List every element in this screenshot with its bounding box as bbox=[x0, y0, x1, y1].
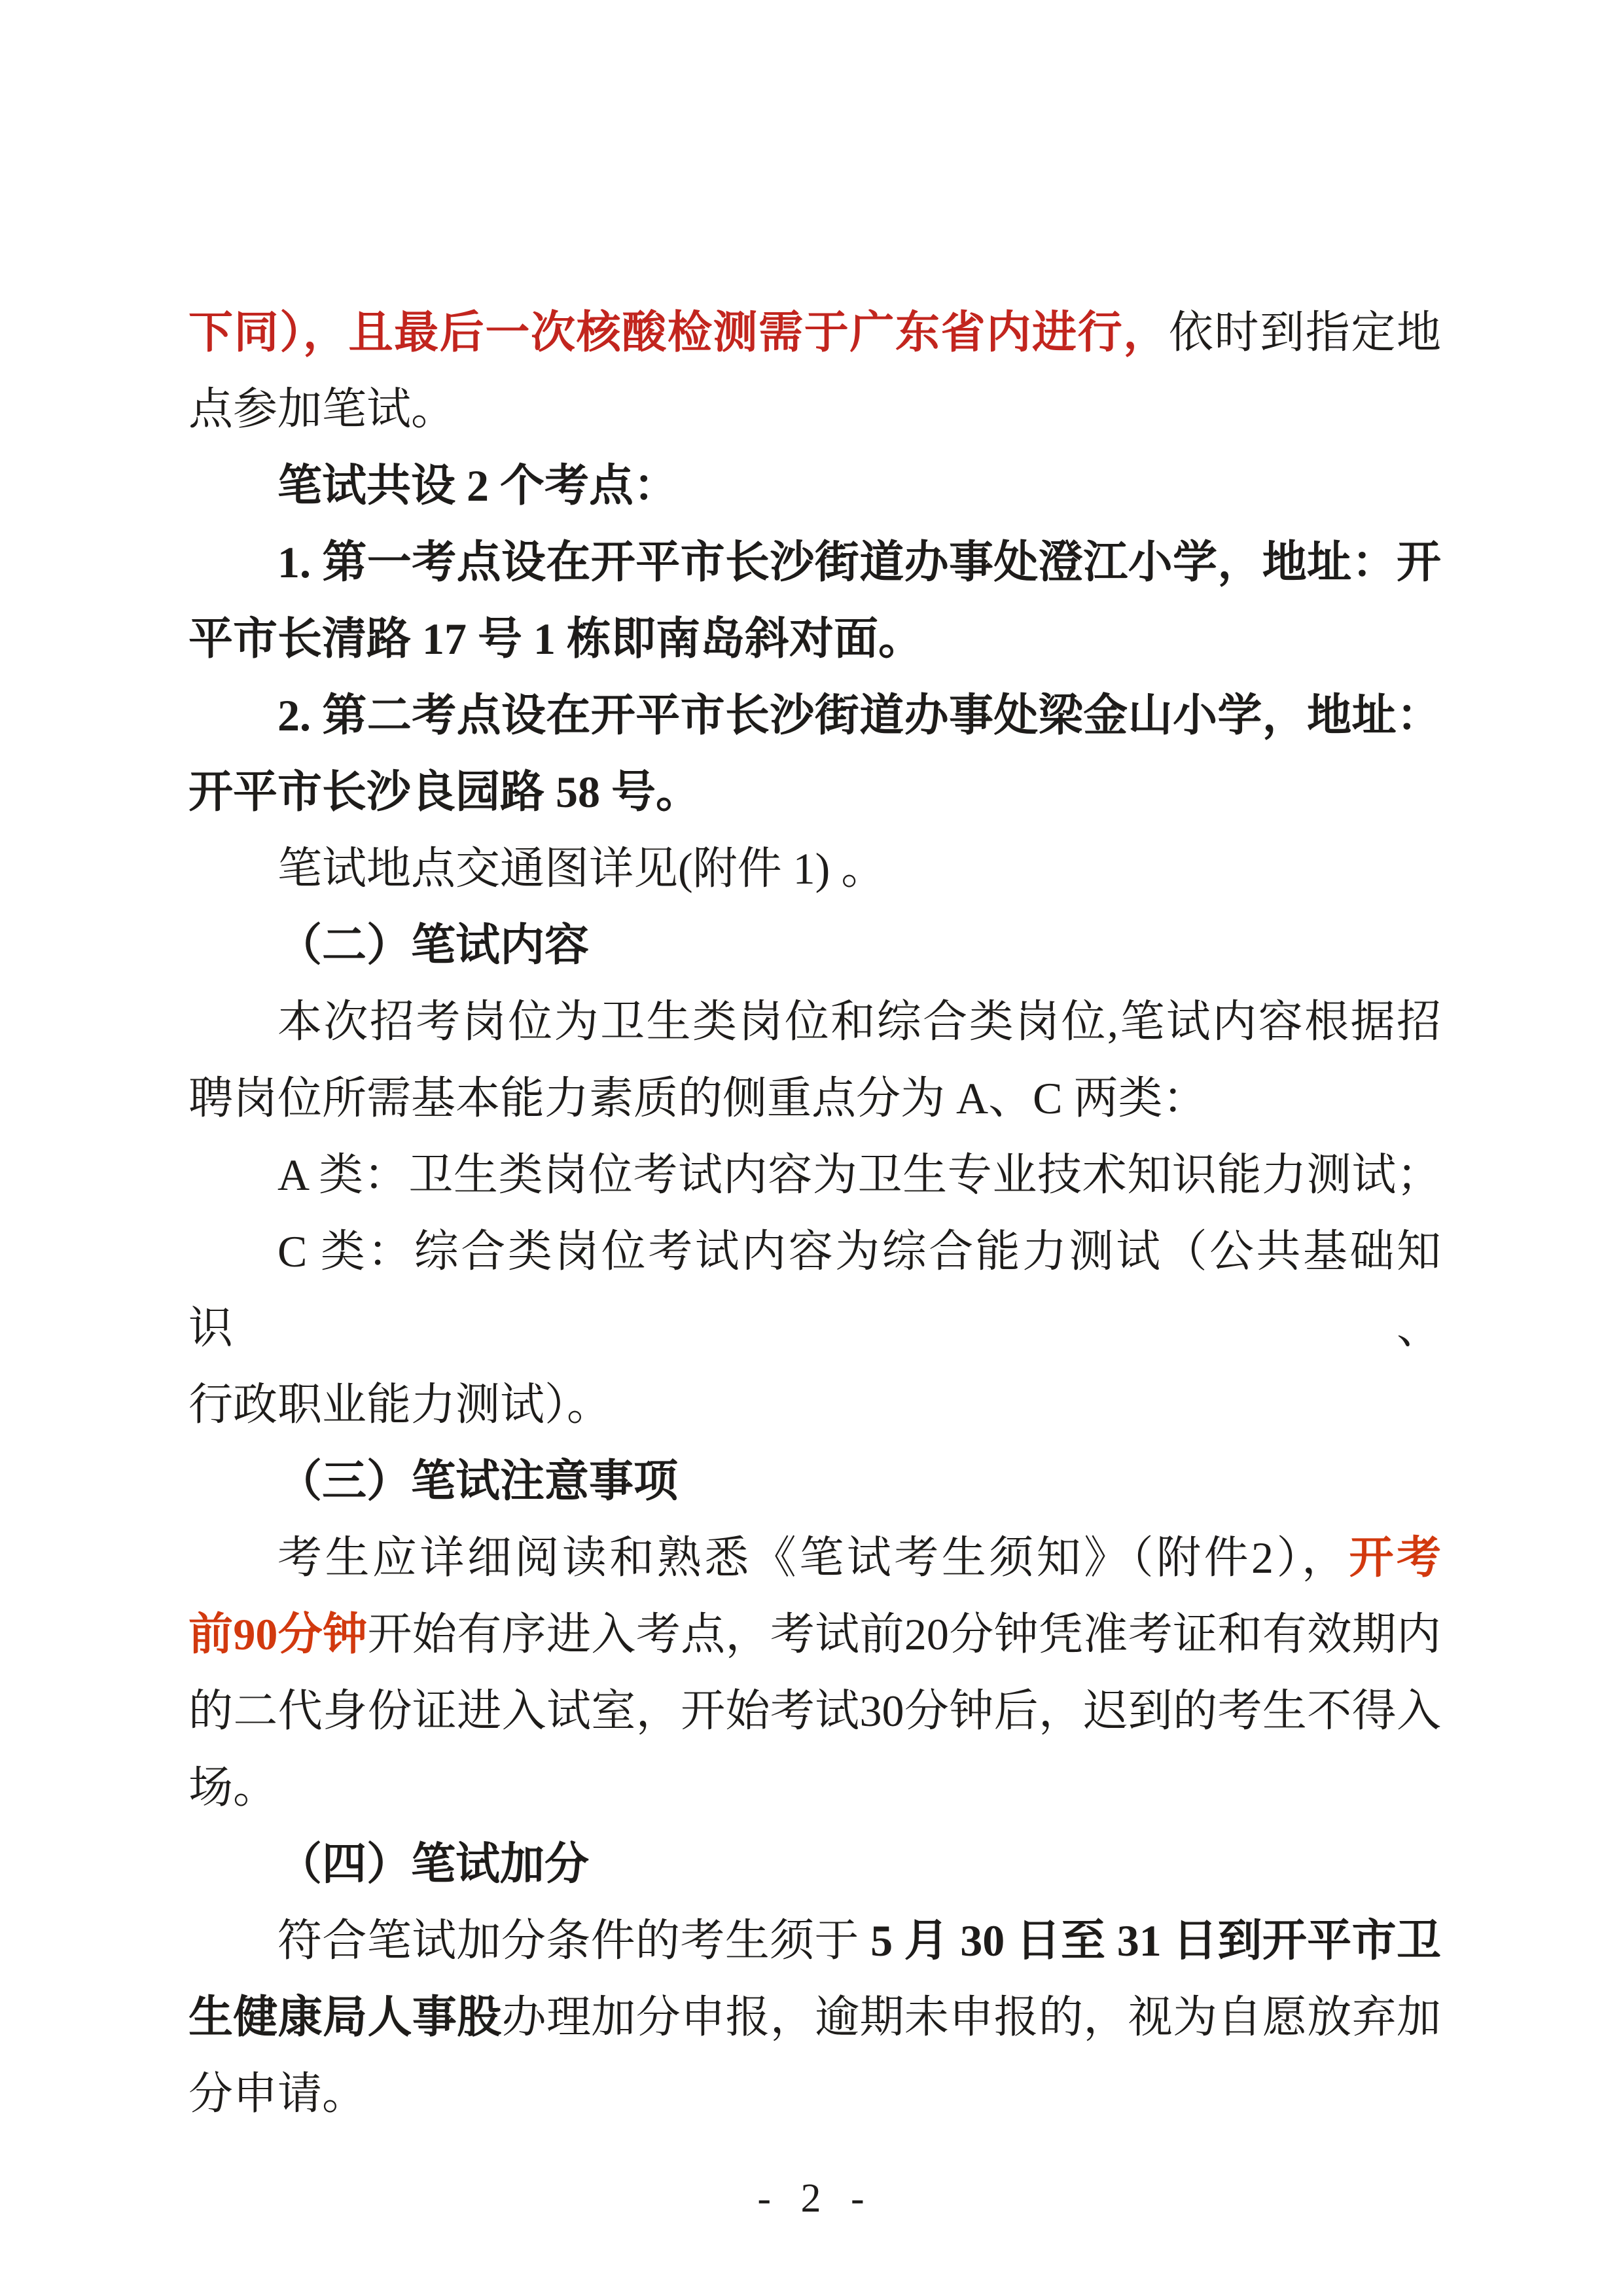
bold-text: 2. 第二考点设在开平市长沙街道办事处梁金山小学，地址： bbox=[277, 691, 1441, 740]
text-line bbox=[188, 1673, 1441, 1749]
body-text: 考生应详细阅读和熟悉《笔试考生须知》（附件2）， bbox=[277, 1533, 1349, 1583]
section-heading bbox=[188, 1826, 1441, 1903]
text-line bbox=[188, 984, 1441, 1060]
text-line bbox=[188, 1749, 1441, 1826]
text-line bbox=[188, 1137, 1441, 1213]
text-line bbox=[188, 448, 1441, 524]
text-line bbox=[188, 754, 1441, 831]
text-line bbox=[188, 1979, 1441, 2056]
text-line bbox=[188, 524, 1441, 601]
text-line bbox=[188, 295, 1441, 371]
text-line bbox=[188, 1520, 1441, 1596]
text-line bbox=[188, 1060, 1441, 1137]
body-text: 分申请。 bbox=[188, 2069, 367, 2119]
bold-text: 开平市长沙良园路 58 号。 bbox=[188, 767, 701, 817]
text-line bbox=[188, 1596, 1441, 1673]
document-body bbox=[188, 295, 1441, 2132]
body-text: 场。 bbox=[188, 1763, 278, 1812]
bold-text: 平市长清路 17 号 1 栋即南岛斜对面。 bbox=[188, 614, 923, 664]
body-text: 行政职业能力测试）。 bbox=[188, 1380, 612, 1429]
highlighted-text: 下同），且最后一次核酸检测需于广东省内进行， bbox=[188, 308, 1169, 357]
highlighted-text: 开考 bbox=[1349, 1533, 1441, 1583]
highlighted-text: 前90分钟 bbox=[188, 1609, 368, 1659]
bold-text: 笔试共设 2 个考点： bbox=[277, 461, 679, 511]
bold-text: 生健康局人事股 bbox=[188, 1992, 502, 2042]
text-line bbox=[188, 2056, 1441, 2132]
bold-text: 1. 第一考点设在开平市长沙街道办事处澄江小学，地址：开 bbox=[277, 537, 1441, 587]
text-line bbox=[188, 371, 1441, 448]
text-line bbox=[188, 601, 1441, 677]
body-text: C 类：综合类岗位考试内容为综合能力测试（公共基础知识、 bbox=[188, 1227, 1441, 1353]
bold-text: （三）笔试注意事项 bbox=[277, 1456, 679, 1506]
body-text: 的二代身份证进入试室，开始考试30分钟后，迟到的考生不得入 bbox=[188, 1686, 1441, 1736]
body-text: 依时到指定地 bbox=[1168, 308, 1441, 357]
bold-text: （四）笔试加分 bbox=[277, 1839, 590, 1889]
body-text: 办理加分申报，逾期未申报的，视为自愿放弃加 bbox=[501, 1992, 1441, 2042]
body-text: 符合笔试加分条件的考生须于 bbox=[277, 1916, 871, 1965]
section-heading bbox=[188, 907, 1441, 984]
section-heading bbox=[188, 1443, 1441, 1520]
body-text: 本次招考岗位为卫生类岗位和综合类岗位,笔试内容根据招 bbox=[277, 997, 1441, 1047]
body-text: 笔试地点交通图详见(附件 1) 。 bbox=[277, 844, 886, 893]
body-text: 开始有序进入考点，考试前20分钟凭准考证和有效期内 bbox=[367, 1609, 1441, 1659]
bold-text: 5 月 30 日至 31 日到开平市卫 bbox=[870, 1916, 1441, 1965]
text-line bbox=[188, 677, 1441, 754]
text-line bbox=[188, 1903, 1441, 1979]
body-text: A 类：卫生类岗位考试内容为卫生专业技术知识能力测试； bbox=[277, 1150, 1441, 1200]
bold-text: （二）笔试内容 bbox=[277, 920, 590, 970]
text-line bbox=[188, 831, 1441, 907]
text-line bbox=[188, 1367, 1441, 1443]
body-text: 聘岗位所需基本能力素质的侧重点分为 A、C 两类： bbox=[188, 1073, 1207, 1123]
text-line bbox=[188, 1213, 1441, 1367]
page-number: - 2 - bbox=[757, 2176, 866, 2221]
body-text: 点参加笔试。 bbox=[188, 384, 456, 434]
